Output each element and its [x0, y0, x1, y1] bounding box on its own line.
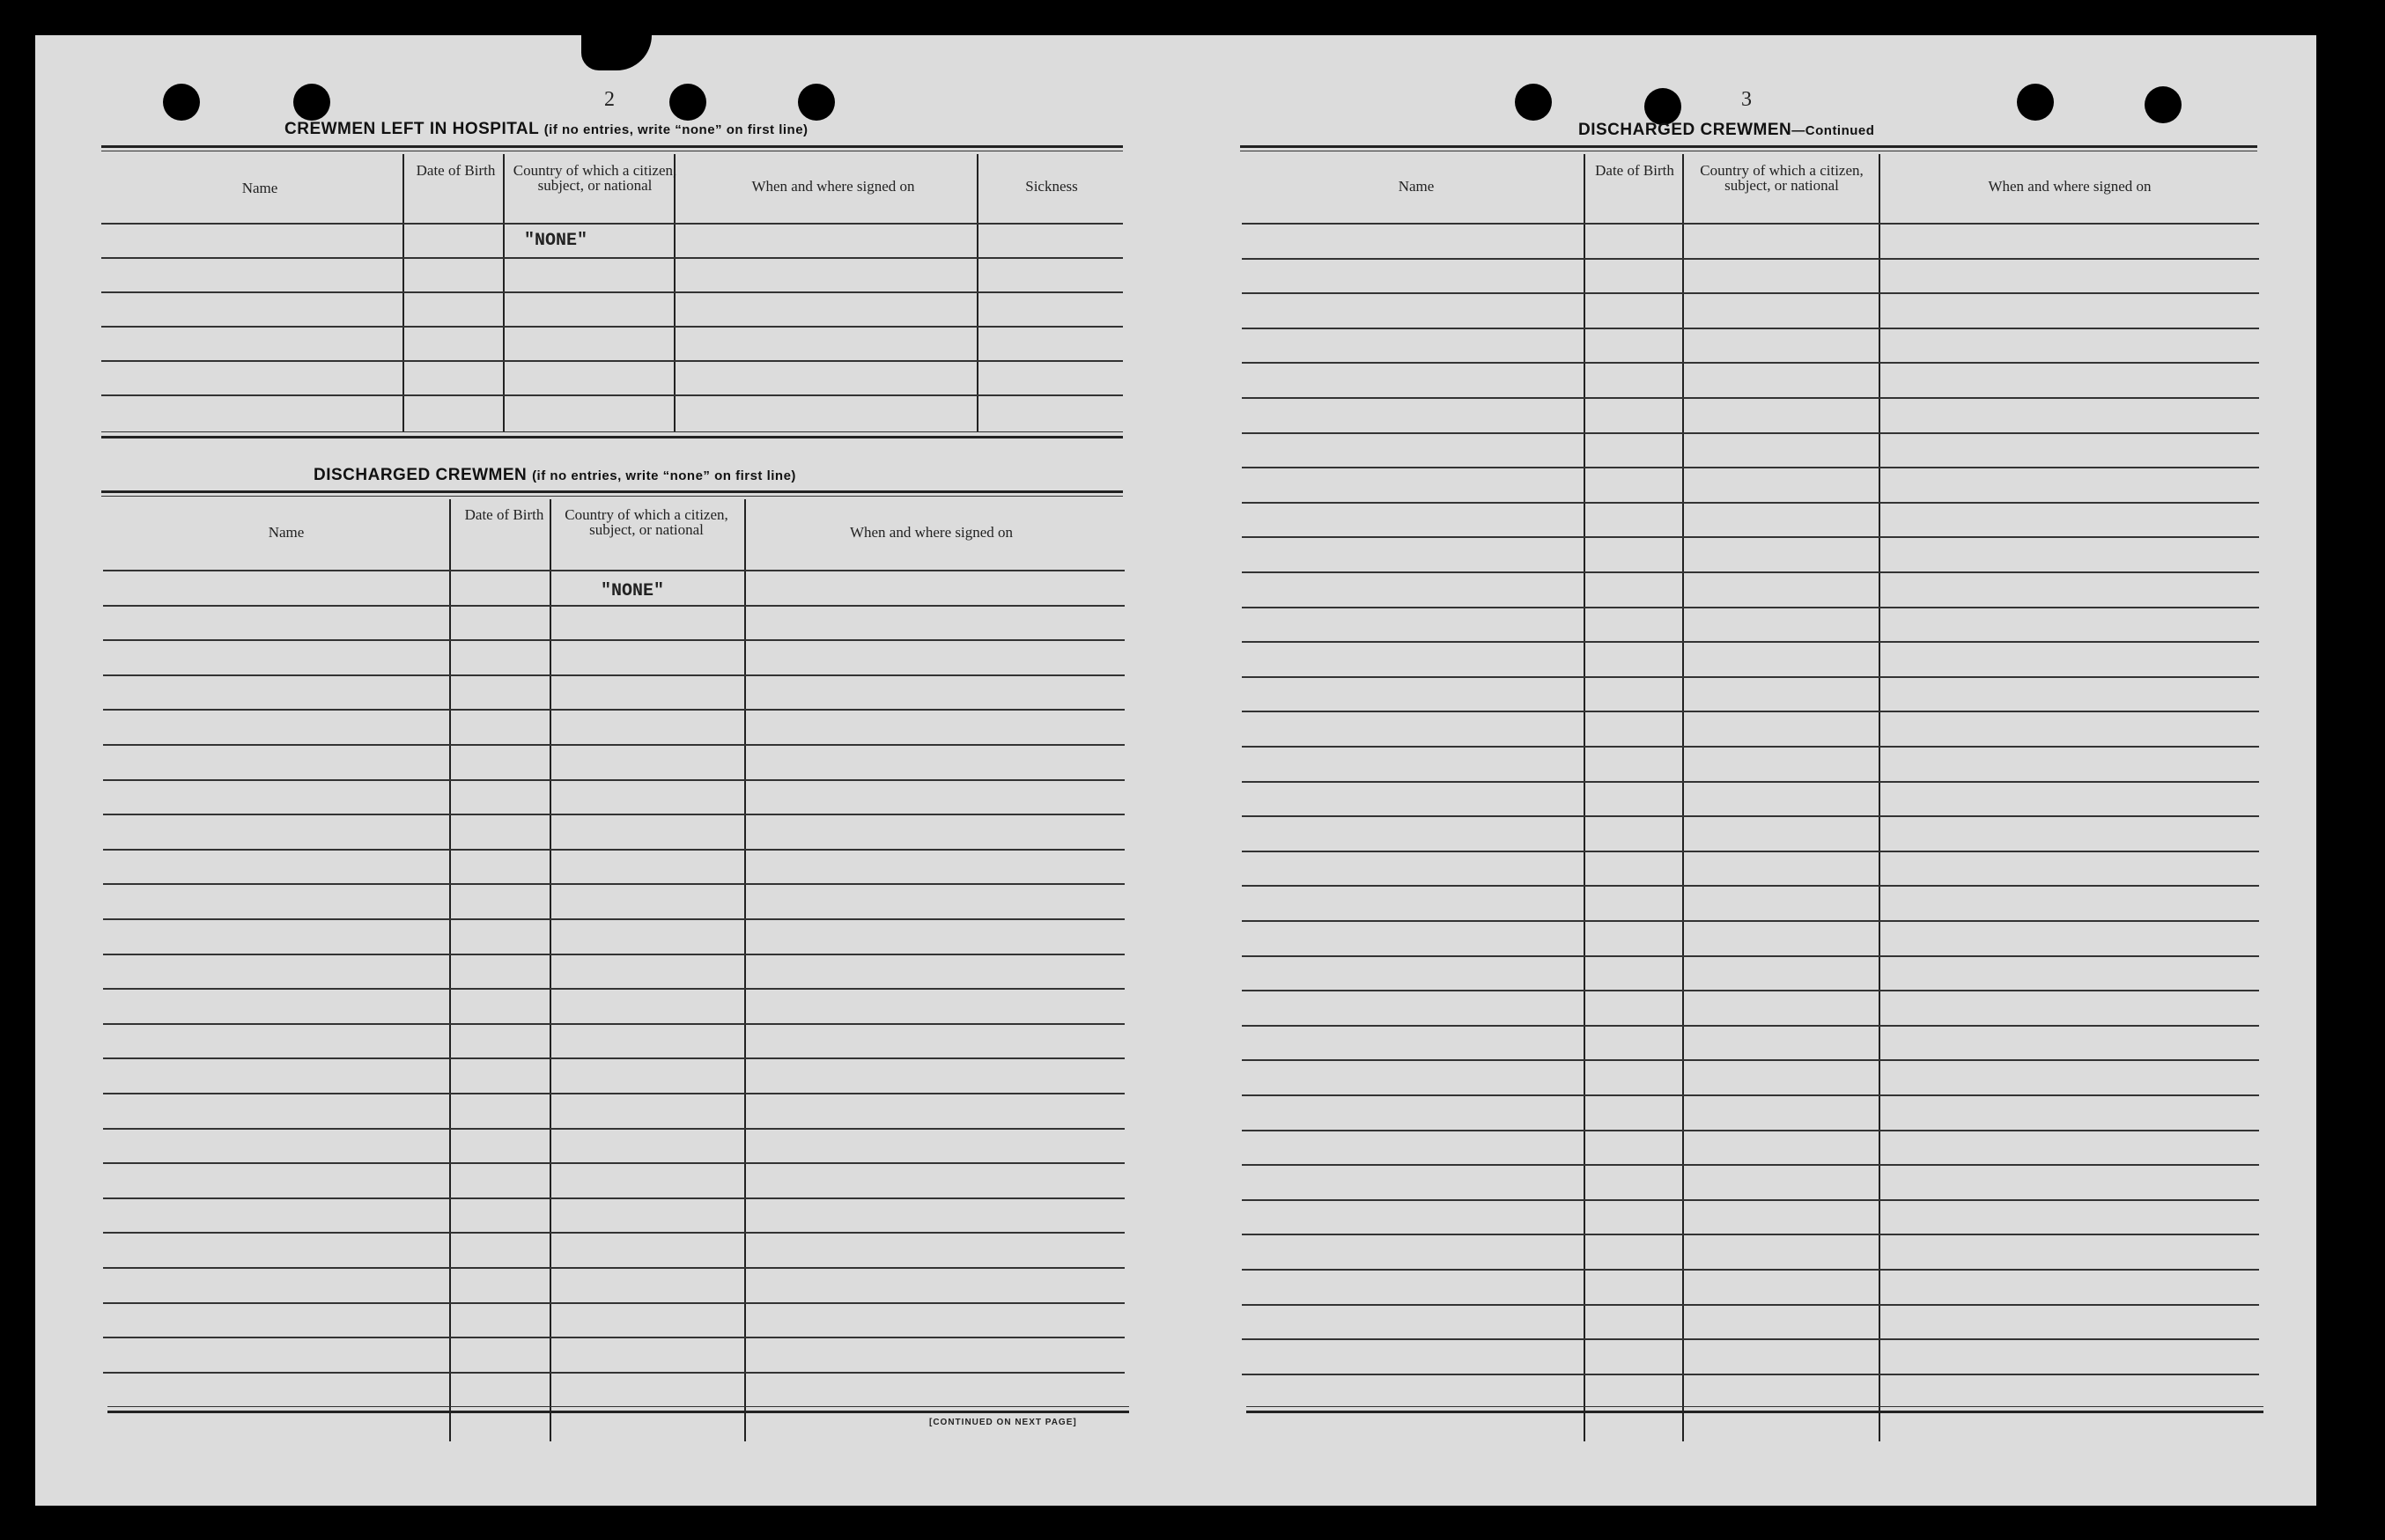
- table-row-line: [103, 1162, 1125, 1164]
- table-row-line: [1242, 990, 2259, 991]
- table-row-line: [103, 988, 1125, 990]
- hospital-col-country: Country of which a citizen, subject, or national: [513, 162, 677, 194]
- table-row-line: [103, 1023, 1125, 1025]
- table-row-line: [103, 1093, 1125, 1094]
- table-row-line: [1242, 292, 2259, 294]
- table-row-line: [1242, 746, 2259, 748]
- hospital-col-name: Name: [241, 180, 278, 196]
- divider: [101, 436, 1123, 438]
- table-row-line: [1242, 676, 2259, 678]
- discharged-col-country: Country of which a citizen, subject, or national: [565, 506, 728, 538]
- table-row-line: [103, 1372, 1125, 1374]
- discharged-continued-title: DISCHARGED CREWMEN—Continued: [1578, 121, 1875, 139]
- table-row-line: [1242, 1025, 2259, 1027]
- table-row-line: [103, 1232, 1125, 1234]
- discharged-col-name: Name: [268, 524, 305, 541]
- table-row-line: [103, 883, 1125, 885]
- table-row-line: [1242, 397, 2259, 399]
- continued-col-country: Country of which a citizen, subject, or national: [1700, 162, 1864, 194]
- divider: [107, 1411, 1129, 1413]
- table-row-line: [103, 814, 1125, 815]
- divider: [101, 496, 1123, 497]
- table-row-line: [1242, 258, 2259, 260]
- table-row-line: [1242, 920, 2259, 922]
- table-row-line: [101, 223, 1123, 225]
- table-row-line: [101, 257, 1123, 259]
- hospital-col-signed-on: When and where signed on: [751, 178, 915, 195]
- punch-hole: [1644, 88, 1681, 125]
- continued-col-date-of-birth: Date of Birth: [1595, 162, 1674, 179]
- table-row-line: [1242, 362, 2259, 364]
- table-row-line: [103, 605, 1125, 607]
- continued-footer: [CONTINUED ON NEXT PAGE]: [929, 1418, 1077, 1427]
- discharged-col-date-of-birth: Date of Birth: [464, 506, 544, 523]
- table-row-line: [1242, 851, 2259, 852]
- table-row-line: [103, 709, 1125, 711]
- page-number-left: 2: [604, 88, 615, 111]
- divider: [1246, 1406, 2263, 1407]
- table-row-line: [103, 570, 1125, 571]
- table-row-line: [1242, 1059, 2259, 1061]
- table-row-line: [101, 291, 1123, 293]
- punch-hole: [669, 84, 706, 121]
- table-row-line: [1242, 641, 2259, 643]
- table-row-line: [1242, 432, 2259, 434]
- divider: [107, 1406, 1129, 1407]
- hospital-section-title: CREWMEN LEFT IN HOSPITAL (if no entries, write “none” on first line): [284, 120, 809, 138]
- table-vline: [1682, 154, 1684, 1441]
- table-row-line: [103, 744, 1125, 746]
- punch-hole: [2017, 84, 2054, 121]
- table-row-line: [1242, 1374, 2259, 1375]
- discharged-none-entry: "NONE": [601, 581, 665, 601]
- table-row-line: [103, 1128, 1125, 1130]
- divider: [101, 490, 1123, 493]
- table-row-line: [103, 674, 1125, 676]
- hospital-none-entry: "NONE": [524, 231, 588, 251]
- discharged-section-title: DISCHARGED CREWMEN (if no entries, write “none” on first line): [314, 466, 796, 484]
- table-row-line: [103, 918, 1125, 920]
- punch-hole: [293, 84, 330, 121]
- divider: [1240, 145, 2257, 148]
- table-row-line: [1242, 1164, 2259, 1166]
- table-row-line: [1242, 711, 2259, 712]
- table-row-line: [103, 1267, 1125, 1269]
- table-row-line: [103, 849, 1125, 851]
- punch-hole: [2145, 86, 2182, 123]
- table-row-line: [103, 639, 1125, 641]
- table-row-line: [1242, 328, 2259, 329]
- table-row-line: [103, 779, 1125, 781]
- table-row-line: [1242, 815, 2259, 817]
- table-row-line: [101, 326, 1123, 328]
- page-number-right: 3: [1741, 88, 1752, 111]
- table-row-line: [101, 394, 1123, 396]
- table-row-line: [1242, 1304, 2259, 1306]
- table-row-line: [103, 1197, 1125, 1199]
- table-row-line: [1242, 885, 2259, 887]
- torn-notch: [581, 35, 652, 70]
- table-row-line: [103, 1337, 1125, 1338]
- table-row-line: [1242, 1094, 2259, 1096]
- table-row-line: [103, 1057, 1125, 1059]
- table-row-line: [1242, 955, 2259, 957]
- table-vline: [1879, 154, 1880, 1441]
- punch-hole: [163, 84, 200, 121]
- table-row-line: [1242, 223, 2259, 225]
- table-row-line: [103, 954, 1125, 955]
- table-row-line: [1242, 1199, 2259, 1201]
- discharged-col-signed-on: When and where signed on: [849, 524, 1014, 541]
- table-row-line: [1242, 467, 2259, 468]
- hospital-col-sickness: Sickness: [1025, 178, 1078, 195]
- table-row-line: [1242, 1338, 2259, 1340]
- table-row-line: [1242, 571, 2259, 573]
- table-row-line: [1242, 1234, 2259, 1235]
- table-row-line: [1242, 502, 2259, 504]
- continued-col-signed-on: When and where signed on: [1988, 178, 2152, 195]
- table-row-line: [1242, 1269, 2259, 1271]
- hospital-col-date-of-birth: Date of Birth: [416, 162, 496, 179]
- form-sheet: [35, 35, 2316, 1506]
- punch-hole: [798, 84, 835, 121]
- divider: [1246, 1411, 2263, 1413]
- divider: [101, 431, 1123, 432]
- table-row-line: [1242, 1130, 2259, 1131]
- table-row-line: [103, 1302, 1125, 1304]
- table-row-line: [1242, 536, 2259, 538]
- table-vline: [1584, 154, 1585, 1441]
- punch-hole: [1515, 84, 1552, 121]
- table-row-line: [1242, 607, 2259, 608]
- table-row-line: [1242, 781, 2259, 783]
- continued-col-name: Name: [1398, 178, 1435, 195]
- divider: [101, 145, 1123, 148]
- table-row-line: [101, 360, 1123, 362]
